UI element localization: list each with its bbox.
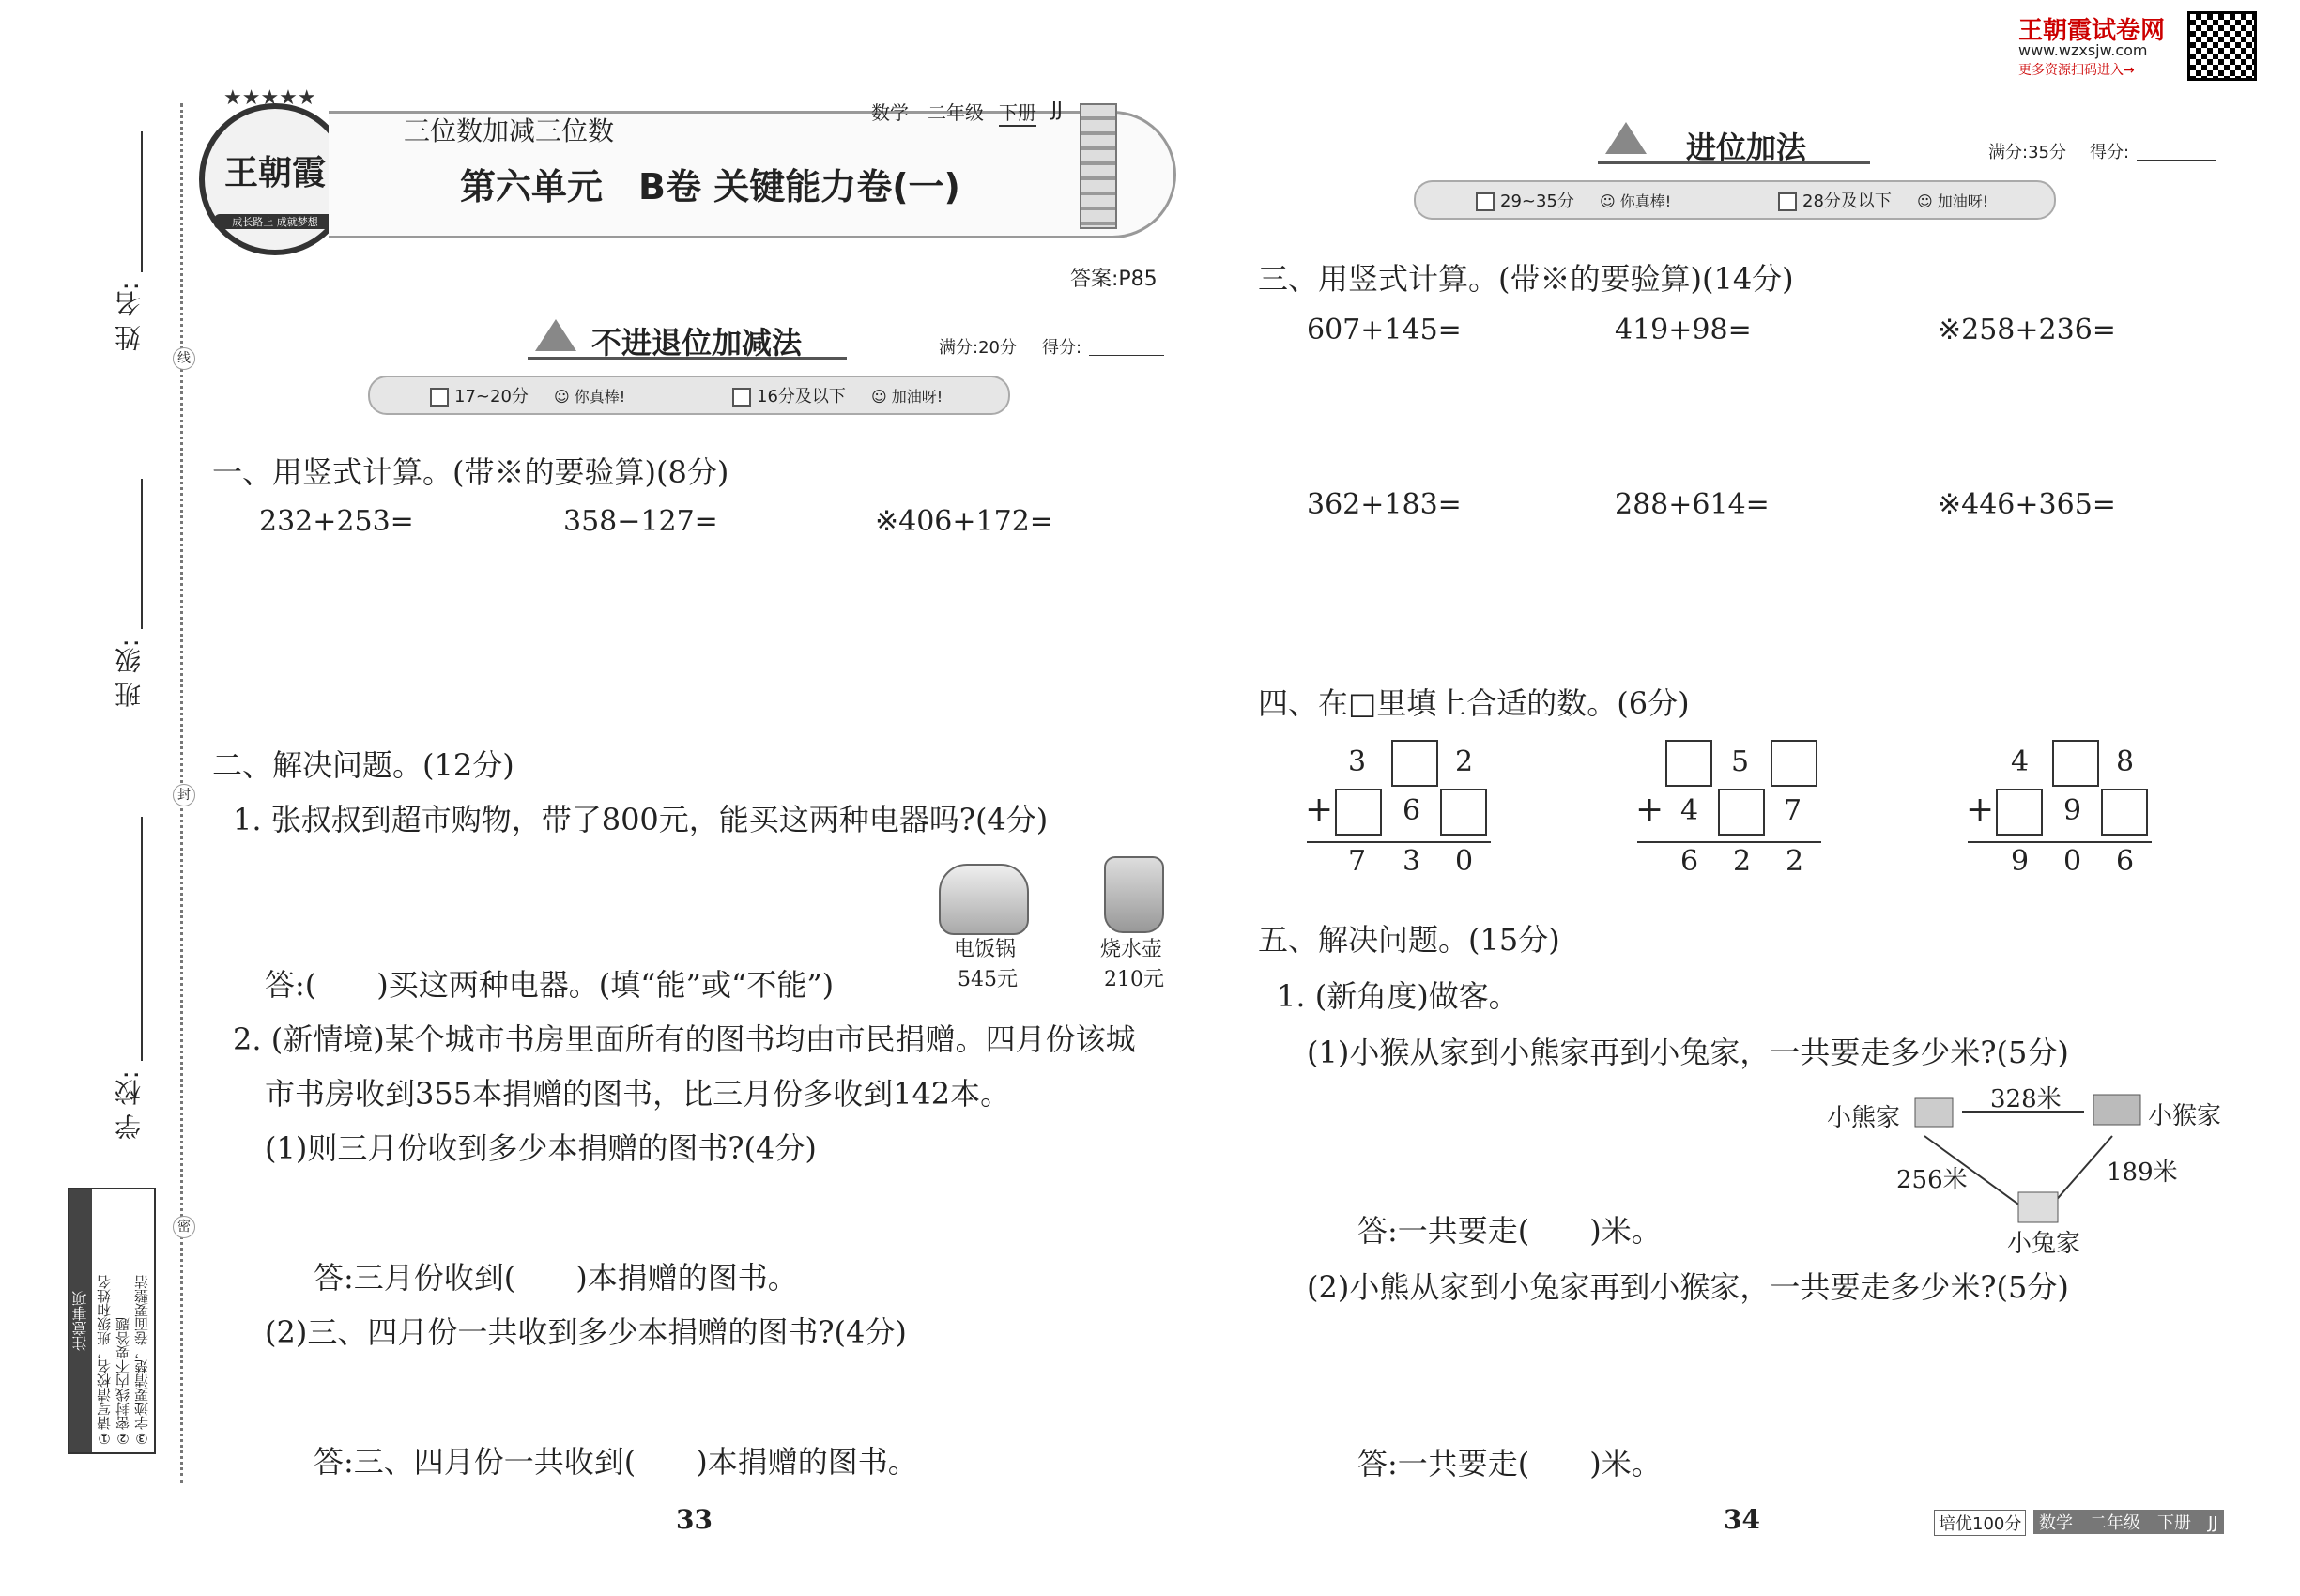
cut-mark-2: 封 [173,784,195,806]
house-icon [2018,1192,2058,1222]
right-rate-low-msg: ☺ 加油呀! [1917,192,1989,210]
right-section-underline [1598,161,1870,164]
q3-item-6: ※446+365= [1938,488,2116,521]
notice-title: 注意事项 [69,1189,92,1452]
q4c-mid-ones-box[interactable] [2101,789,2148,836]
checkbox[interactable] [1476,192,1495,211]
left-rating-bar [368,376,1010,415]
site-note: 更多资源扫码进入→ [2018,63,2135,78]
header-meta-edition: JJ [1051,98,1063,120]
sailboat-icon [535,319,576,351]
q4c-mid-tens: 9 [2063,794,2082,827]
logo-sub: 成长路上 成就梦想 [214,214,336,229]
left-full-score: 满分:20分 [939,338,1017,358]
q4c-top-ones: 8 [2116,745,2135,778]
q4a-mid-ones-box[interactable] [1440,789,1487,836]
school-line[interactable] [141,817,143,1061]
left-rate-low-msg: ☺ 加油呀! [871,388,943,406]
q4c-res-tens: 0 [2063,845,2082,878]
left-section-underline [528,357,847,360]
header-meta-grade: 二年级 [928,101,984,124]
q5-1-text: 1. (新角度)做客。 [1277,978,1519,1014]
q4c-top-hundreds: 4 [2011,745,2030,778]
house-icon [1915,1098,1953,1127]
q4b-res-hundreds: 6 [1680,845,1699,878]
left-page-number: 33 [676,1504,713,1535]
map-distance-1: 328米 [1990,1085,2062,1113]
cut-mark-1: 线 [173,347,195,370]
checkbox[interactable] [732,388,751,407]
map-distance-2: 256米 [1896,1166,1968,1194]
q2-2-answer-1[interactable]: 答:三月份收到( )本捐赠的图书。 [314,1260,798,1296]
q1-title: 一、用竖式计算。(带※的要验算)(8分) [212,454,729,490]
header-topic: 三位数加减三位数 [404,115,615,146]
q4a-res-hundreds: 7 [1348,845,1367,878]
cooker-label: 电饭锅 [954,938,1017,961]
q4a-plus: + [1305,790,1334,829]
answer-ref: 答案:P85 [1070,268,1158,291]
q4a-mid-tens: 6 [1403,794,1421,827]
qr-code-icon[interactable] [2187,11,2257,81]
q2-2-line-1: 2. (新情境)某个城市书房里面所有的图书均由市民捐赠。四月份该城 [233,1021,1136,1057]
q4c-top-tens-box[interactable] [2052,740,2099,787]
class-label: 班 级: [114,638,145,709]
kettle-price: 210元 [1104,968,1164,991]
q2-1-answer[interactable]: 答:( )买这两种电器。(填“能”或“不能”) [265,967,835,1003]
q1-item-3: ※406+172= [875,505,1053,538]
q2-2-answer-2[interactable]: 答:三、四月份一共收到( )本捐赠的图书。 [314,1444,918,1480]
q4c-res-ones: 6 [2116,845,2135,878]
q3-item-1: 607+145= [1307,314,1462,346]
q2-2-line-2: 市书房收到355本捐赠的图书，比三月份多收到142本。 [265,1076,1011,1112]
q5-1-sub-2: (2)小熊从家到小兔家再到小猴家，一共要走多少米?(5分) [1307,1269,2069,1305]
left-rate-high[interactable]: 17~20分 [430,383,529,407]
q4a-top-tens-box[interactable] [1391,740,1438,787]
right-rating-bar [1414,180,2056,220]
cut-mark-3: 密 [173,1216,195,1238]
q2-1-text: 1. 张叔叔到超市购物，带了800元，能买这两种电器吗?(4分) [233,802,1049,837]
q3-item-4: 362+183= [1307,488,1462,521]
q2-2-sub-1: (1)则三月份收到多少本捐赠的图书?(4分) [265,1130,817,1166]
q4a-res-tens: 3 [1403,845,1421,878]
right-full-score: 满分:35分 [1988,143,2066,162]
kettle-icon [1104,856,1164,933]
q3-item-3: ※258+236= [1938,314,2116,346]
q2-title: 二、解决问题。(12分) [212,747,514,783]
footer-tag: 培优100分 [1934,1510,2026,1536]
class-line[interactable] [141,479,143,629]
house-icon [2093,1095,2140,1125]
q4a-mid-hundreds-box[interactable] [1335,789,1382,836]
q4c-mid-hundreds-box[interactable] [1996,789,2043,836]
footer-meta: 数学 二年级 下册 JJ [2033,1510,2224,1534]
q3-item-2: 419+98= [1615,314,1752,346]
logo-text: 王朝霞 [223,153,326,192]
q4b-plus: + [1635,790,1664,829]
header-meta-subject: 数学 [871,101,909,124]
q4a-top-hundreds: 3 [1348,745,1367,778]
q4c-rule [1968,841,2152,843]
q4c-plus: + [1966,790,1995,829]
map-label-monkey: 小猴家 [2148,1102,2222,1130]
left-score-label: 得分: [1042,338,1082,358]
left-section-title: 不进退位加减法 [591,325,803,361]
q4-title: 四、在□里填上合适的数。(6分) [1258,685,1690,721]
q4b-top-hundreds-box[interactable] [1665,740,1712,787]
q4b-mid-hundreds: 4 [1680,794,1699,827]
map-label-bear: 小熊家 [1827,1104,1901,1132]
site-url[interactable]: www.wzxsjw.com [2018,41,2148,59]
rice-cooker-icon [939,864,1029,935]
name-line[interactable] [141,131,143,272]
checkbox[interactable] [430,388,449,407]
right-score-field[interactable] [2137,160,2216,161]
q3-item-5: 288+614= [1615,488,1770,521]
q2-2-sub-2: (2)三、四月份一共收到多少本捐赠的图书?(4分) [265,1314,907,1350]
q4b-mid-ones: 7 [1784,794,1802,827]
star-icon: ★★★★★ [223,86,316,110]
notice-1: ①请写清校名，班级和姓名 [96,1275,113,1447]
q4b-top-tens: 5 [1731,745,1750,778]
right-rate-high[interactable]: 29~35分 [1476,188,1574,212]
left-rate-low[interactable]: 16分及以下 [732,383,846,407]
q1-item-2: 358−127= [563,505,718,538]
map-distance-3: 189米 [2107,1159,2178,1187]
q4b-rule [1637,841,1821,843]
q4b-mid-tens-box[interactable] [1718,789,1765,836]
sailboat-icon [1605,122,1647,154]
map-label-rabbit: 小兔家 [2007,1230,2081,1258]
q4b-res-tens: 2 [1733,845,1752,878]
q4a-rule [1307,841,1491,843]
notice-3: ③字迹要清楚，卷面要整洁 [133,1275,150,1447]
cooker-price: 545元 [958,968,1018,991]
right-score-label: 得分: [2090,143,2130,162]
notice-box [68,1188,156,1454]
name-label: 姓 名: [114,282,145,352]
kettle-label: 烧水壶 [1100,938,1163,961]
lighthouse-icon [1080,103,1117,229]
q5-answer-1[interactable]: 答:一共要走( )米。 [1357,1213,1662,1249]
header-meta-term: 下册 [999,98,1036,127]
q4a-res-ones: 0 [1455,845,1474,878]
q4a-top-ones: 2 [1455,745,1474,778]
q4c-res-hundreds: 9 [2011,845,2030,878]
q4b-top-ones-box[interactable] [1771,740,1817,787]
q3-title: 三、用竖式计算。(带※的要验算)(14分) [1258,261,1794,297]
left-score-field[interactable] [1089,355,1164,356]
q1-item-1: 232+253= [259,505,414,538]
right-section-title: 进位加法 [1686,130,1807,165]
q5-answer-2[interactable]: 答:一共要走( )米。 [1357,1446,1662,1481]
right-rate-low[interactable]: 28分及以下 [1778,188,1892,212]
q4b-res-ones: 2 [1786,845,1804,878]
site-title[interactable]: 王朝霞试卷网 [2018,17,2166,45]
q5-title: 五、解决问题。(15分) [1258,922,1560,958]
checkbox[interactable] [1778,192,1797,211]
right-page-number: 34 [1724,1504,1760,1535]
q5-1-sub-1: (1)小猴从家到小熊家再到小兔家，一共要走多少米?(5分) [1307,1035,2069,1070]
left-rate-high-msg: ☺ 你真棒! [554,388,626,406]
page-title: 第六单元 B卷 关键能力卷(一) [460,166,960,207]
school-label: 学 校: [114,1070,145,1141]
right-rate-high-msg: ☺ 你真棒! [1600,192,1672,210]
notice-2: ②密封线内不要答题 [115,1317,131,1447]
